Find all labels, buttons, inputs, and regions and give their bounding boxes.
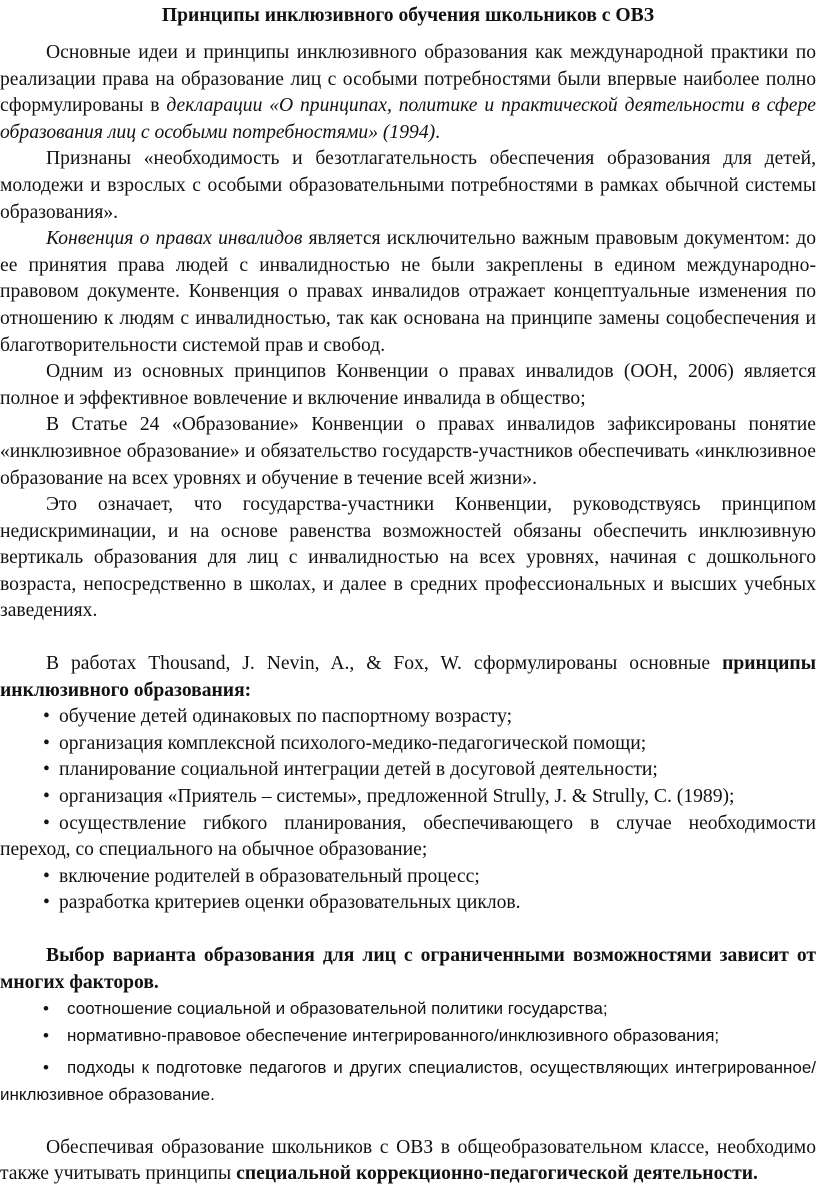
bullet-icon: • <box>43 732 50 754</box>
spacer <box>0 917 816 943</box>
paragraph-text: Обеспечивая образование школьников с ОВЗ в общеобразовательном классе, необходимо также учитывать принципы <box>0 1136 816 1185</box>
paragraph-correctional <box>0 1135 816 1188</box>
bullet-icon: • <box>43 865 50 887</box>
list-item <box>0 784 816 811</box>
correctional-principles: специальной коррекционно-педагогической деятельности. <box>236 1163 758 1185</box>
list-item <box>0 757 816 784</box>
list-item-text: организация комплексной психолого-медико-педагогической помощи; <box>59 732 647 754</box>
spacer <box>0 1109 816 1135</box>
paragraph-thousand <box>0 651 816 704</box>
paragraph-article-24: В Статье 24 «Образование» Конвенции о правах инвалидов зафиксированы понятие «инклюзивное образование» и обязательство государств-участников обеспечивать «инклюзивное образование на всех уровнях и обучение в течение всей жизни». <box>0 414 816 489</box>
bullet-icon: • <box>43 1058 49 1078</box>
paragraph-convention <box>0 226 816 359</box>
paragraph-meaning: Это означает, что государства-участники Конвенции, руководствуясь принципом недискриминации, и на основе равенства возможностей обязаны обеспечить инклюзивную вертикаль образования для лиц с инвалидностью на всех уровнях, начиная с дошкольного возраста, непосредственно в школах, и далее в средних профессиональных и высших учебных заведениях. <box>0 494 816 622</box>
convention-title: Конвенция о правах инвалидов <box>46 228 303 250</box>
bullet-icon: • <box>43 759 50 781</box>
list-item-text: планирование социальной интеграции детей в досуговой деятельности; <box>59 759 658 781</box>
paragraph-recognized: Признаны «необходимость и безотлагательность обеспечения образования для детей, молодежи и взрослых с особыми образовательными потребностями в рамках обычной системы образования». <box>0 148 816 223</box>
list-item <box>0 704 816 731</box>
spacer <box>0 625 816 651</box>
paragraph-text: Основные идеи и принципы инклюзивного образования как международной практики по реализации права на образование лиц с особыми потребностями были впервые наиболее полно сформулированы в <box>0 42 816 117</box>
list-item-text: нормативно-правовое обеспечение интегрированного/инклюзивного образования; <box>67 1025 720 1045</box>
paragraph-text: В работах Thousand, J. Nevin, A., & Fox, W. сформулированы основные <box>46 653 723 675</box>
bullet-icon: • <box>43 1025 49 1045</box>
bullet-icon: • <box>43 786 50 808</box>
paragraph-principle: Одним из основных принципов Конвенции о правах инвалидов (ООН, 2006) является полное и эффективное вовлечение и включение инвалида в общество; <box>0 361 816 409</box>
list-item <box>0 890 816 917</box>
list-item <box>0 1055 816 1108</box>
bullet-icon: • <box>43 706 50 728</box>
list-item-text: соотношение социальной и образовательной политики государства; <box>67 999 608 1019</box>
principles-heading: принципы инклюзивного образования: <box>0 653 816 701</box>
list-item <box>0 864 816 891</box>
factors-heading <box>0 943 816 996</box>
list-item-text: обучение детей одинаковых по паспортному возрасту; <box>59 706 513 728</box>
bullet-icon: • <box>43 892 50 914</box>
paragraph-end: . <box>435 121 441 143</box>
list-item <box>0 1023 816 1050</box>
declaration-title: декларации «О принципах, политике и практической деятельности в сфере образования лиц с особыми потребностями» (1994) <box>0 95 816 143</box>
list-item-text: разработка критериев оценки образовательных циклов. <box>59 892 521 914</box>
list-item <box>0 811 816 864</box>
paragraph-text: является исключительно важным правовым документом: до ее принятия права людей с инвалидностью не были закреплены в едином международно-правовом документе. Конвенция о правах инвалидов отражает концептуальные изменения по отношению к людям с инвалидностью, так как основана на принципе замены соцобеспечения и благотворительности системой прав и свобод. <box>0 228 816 356</box>
list-item-text: организация «Приятель – системы», предложенной Strully, J. & Strully, C. (1989); <box>59 786 735 808</box>
factors-list <box>0 996 816 1108</box>
bullet-icon: • <box>43 812 50 834</box>
list-item <box>0 996 816 1023</box>
paragraph-declaration <box>0 40 816 146</box>
list-item <box>0 731 816 758</box>
list-item-text: подходы к подготовке педагогов и других специалистов, осуществляющих интегрированное/инклюзивное образование. <box>0 1058 816 1104</box>
principles-list <box>0 704 816 917</box>
factors-heading-text: Выбор варианта образования для лиц с ограниченными возможностями зависит от многих факторов. <box>0 945 816 993</box>
document-title: Принципы инклюзивного обучения школьников с ОВЗ <box>161 5 655 26</box>
list-item-text: осуществление гибкого планирования, обеспечивающего в случае необходимости переход, со специального на обычное образование; <box>0 812 816 861</box>
bullet-icon: • <box>43 999 49 1019</box>
list-item-text: включение родителей в образовательный процесс; <box>59 865 480 887</box>
